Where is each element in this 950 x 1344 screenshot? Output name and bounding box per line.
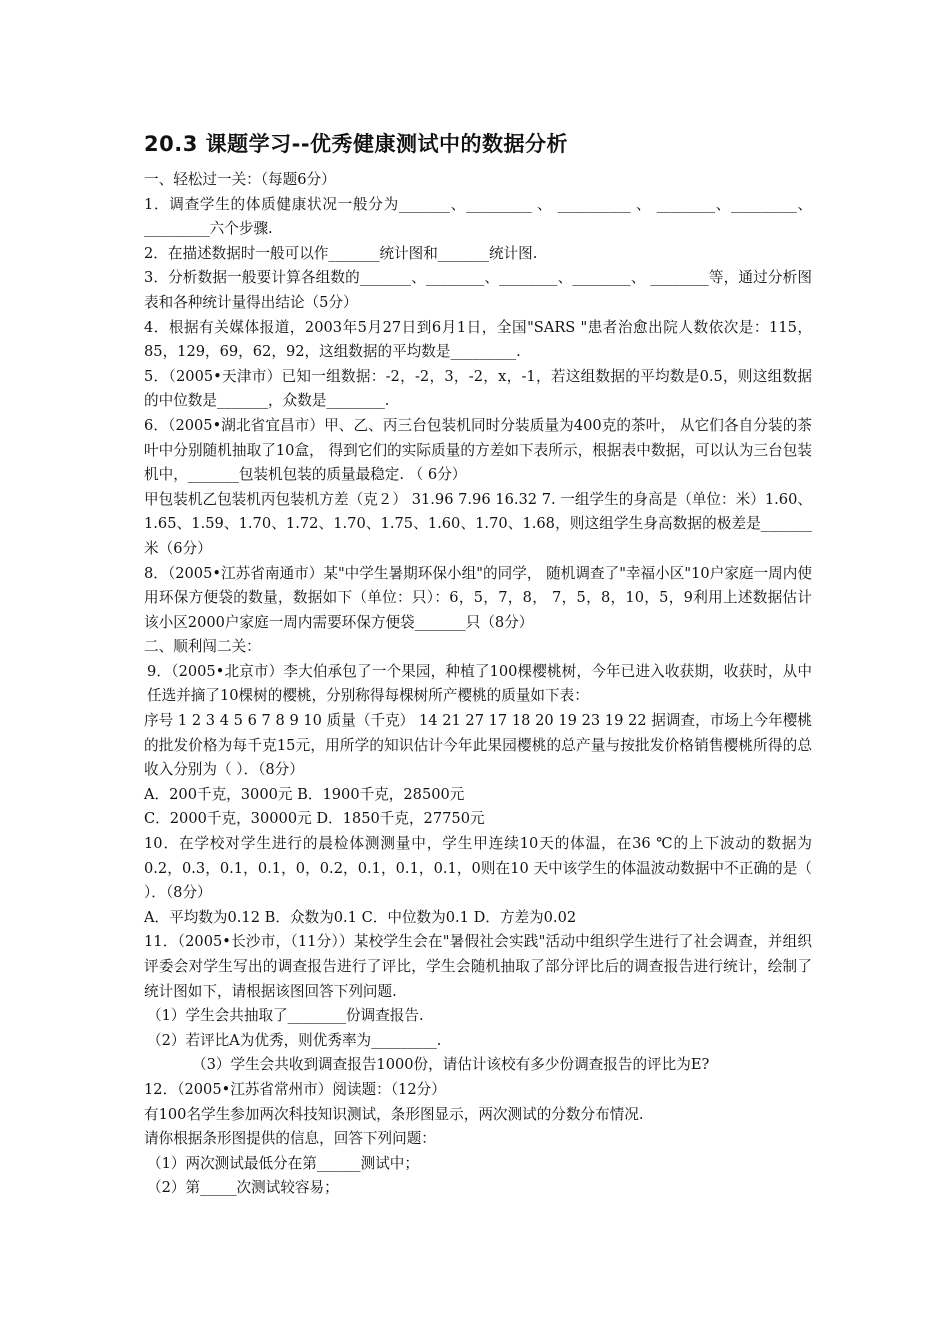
- question-9-options-cd: C．2000千克，30000元 D．1850千克，27750元: [144, 810, 485, 828]
- question-12-part-2: （2）第_____次测试较容易；: [147, 1179, 339, 1197]
- question-6-table-question-7: 甲包装机乙包装机丙包装机方差（克２） 31.96 7.96 16.32 7. 一组学生的身高是（单位：米）1.60、1.65、1.59、1.70、1.72、1.70、1.75、1.60、1.70、1.68，则这组学生身高数据的极差是_______米（6分）: [144, 490, 812, 557]
- question-2: 2．在描述数据时一般可以作_______统计图和_______统计图.: [144, 244, 538, 262]
- question-10: 10．在学校对学生进行的晨检体测测量中，学生甲连续10天的体温，在36 ℃的上下波动的数据为0.2，0.3，0.1，0.1，0，0.2，0.1，0.1，0.1，0则在10 天中该学生的体温波动数据中不正确的是（ ）．（8分）: [144, 835, 812, 902]
- question-6: 6．（2005•湖北省宜昌市）甲、乙、丙三台包装机同时分装质量为400克的茶叶， 从它们各自分装的茶叶中分别随机抽取了10盒， 得到它们的实际质量的方差如下表所示，根据表中数据，可以认为三台包装机中，_______包装机包装的质量最稳定. （ 6分）: [144, 416, 812, 484]
- section-heading-1: 一、轻松过一关：（每题6分）: [144, 171, 336, 188]
- section-heading-2: 二、顺利闯二关：: [144, 638, 261, 656]
- question-9: 9．（2005•北京市）李大伯承包了一个果园，种植了100棵樱桃树，今年已进入收获期，收获时，从中任选并摘了10棵树的樱桃，分别称得每棵树所产樱桃的质量如下表：: [147, 662, 812, 705]
- question-12-intro: 有100名学生参加两次科技知识测试，条形图显示，两次测试的分数分布情况.: [144, 1105, 644, 1123]
- question-11: 11．（2005•长沙市，（11分））某校学生会在"暑假社会实践"活动中组织学生进行了社会调查，并组织评委会对学生写出的调查报告进行了评比，学生会随机抽取了部分评比后的调查报告进行统计，绘制了统计图如下，请根据该图回答下列问题.: [144, 933, 812, 1000]
- question-1: 1．调查学生的体质健康状况一般分为_______、_________ 、 __________ 、 ________、_________、_________六个步骤.: [144, 195, 812, 238]
- question-11-part-1: （1）学生会共抽取了________份调查报告.: [147, 1007, 424, 1025]
- question-3: 3．分析数据一般要计算各组数的_______、________、________、________、 ________等，通过分析图表和各种统计量得出结论（5分）: [144, 269, 812, 311]
- question-12-prompt: 请你根据条形图提供的信息，回答下列问题：: [144, 1130, 436, 1148]
- question-12-part-1: （1）两次测试最低分在第______测试中；: [147, 1154, 419, 1172]
- document-body: [144, 168, 812, 1201]
- question-5: 5．（2005•天津市）已知一组数据：-2，-2，3，-2，x，-1，若这组数据的平均数是0.5，则这组数据的中位数是_______，众数是________.: [144, 367, 812, 410]
- question-9-table: 序号 1 2 3 4 5 6 7 8 9 10 质量（千克） 14 21 27 17 18 20 19 23 19 22 据调查，市场上今年樱桃的批发价格为每千克15元，用所学的知识估计今年此果园樱桃的总产量与按批发价格销售樱桃所得的总收入分别为（ ）．（8分）: [144, 712, 812, 779]
- document-title: 20.3 课题学习--优秀健康测试中的数据分析: [144, 132, 569, 156]
- question-11-part-3: （3）学生会共收到调查报告1000份，请估计该校有多少份调查报告的评比为E?: [192, 1056, 710, 1074]
- question-12: 12．（2005•江苏省常州市）阅读题：（12分）: [144, 1080, 446, 1098]
- question-8: 8．（2005•江苏省南通市）某"中学生暑期环保小组"的同学， 随机调查了"幸福小区"10户家庭一周内使用环保方便袋的数量，数据如下（单位：只）：6，5，7，8， 7，5，8，10，5，9利用上述数据估计该小区2000户家庭一周内需要环保方便袋_______只（8分）: [144, 564, 812, 631]
- question-4: 4．根据有关媒体报道，2003年5月27日到6月1日，全国"SARS "患者治愈出院人数依次是：115，85，129，69，62，92，这组数据的平均数是_________.: [144, 318, 812, 361]
- question-11-part-2: （2）若评比A为优秀，则优秀率为_________.: [147, 1031, 442, 1049]
- question-9-options-ab: A．200千克，3000元 B．1900千克，28500元: [144, 785, 465, 803]
- question-10-options: A．平均数为0.12 B．众数为0.1 C．中位数为0.1 D．方差为0.02: [144, 908, 577, 926]
